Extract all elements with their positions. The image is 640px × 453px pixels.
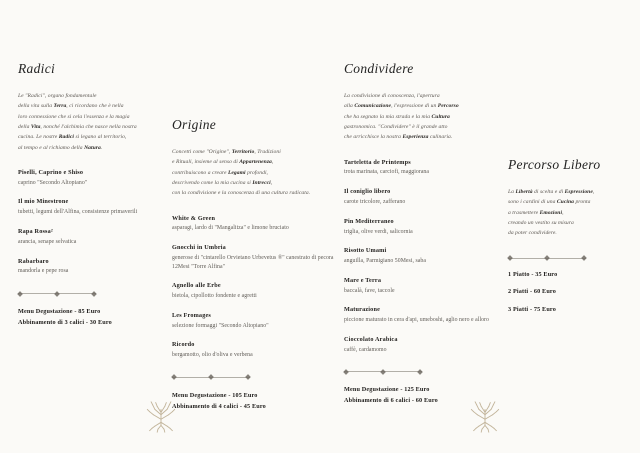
price-line: Abbinamento di 3 calici - 30 Euro — [18, 318, 112, 326]
dish-item — [344, 336, 504, 355]
dish-item — [344, 277, 504, 296]
dish-description: piccione maturato in cera d'api, umeboshi, aglio nero e alloro — [344, 317, 489, 324]
dish-name: Ricordo — [172, 341, 195, 349]
price-line: 1 Piatto - 35 Euro — [508, 270, 558, 278]
dish-name: Maturazione — [344, 306, 381, 314]
dish-description: caprino "Secondo Altopiano" — [18, 179, 88, 186]
dish-item — [18, 169, 168, 188]
dish-name: Les Fromages — [172, 311, 211, 319]
dish-list-radici — [18, 169, 168, 276]
price-block-percorso-libero — [508, 272, 632, 314]
divider-node-right — [581, 255, 587, 261]
tree-roots-emblem-right — [466, 398, 504, 436]
section-intro-percorso-libero: La Libertà di scelta e di Espressione, sono i cardini di una Cucina pronta a trasmettere Emozioni, creando un vestito su misura da poter condividere. — [508, 188, 595, 237]
price-line: Menu Degustazione - 105 Euro — [172, 391, 258, 399]
divider-node-left — [507, 255, 513, 261]
dish-item — [172, 244, 340, 271]
dish-item — [18, 258, 168, 277]
dish-name: Cioccolato Arabica — [344, 335, 398, 343]
divider-node-center — [544, 255, 550, 261]
price-block-radici — [18, 307, 168, 329]
dish-name: Tarteletta de Printemps — [344, 158, 411, 166]
dish-description: carote tricolore, zafferano — [344, 198, 406, 205]
dish-description: caffè, cardamomo — [344, 346, 387, 353]
divider-node-center — [380, 369, 386, 375]
ornament-divider — [344, 368, 422, 375]
dish-description: mandorla e pepe rosa — [18, 268, 69, 275]
dish-item — [344, 159, 504, 178]
ornament-divider — [18, 290, 96, 297]
section-condividere — [344, 62, 504, 407]
dish-name: Mare e Terra — [344, 276, 382, 284]
section-intro-radici: Le "Radici", organo fondamentale della vita sulla Terra, ci ricordano che è nella loro connessione che si cela l'essenza e la magia della Vita, nonché l'alchimia che nasce nella nostra cucina. Le nostre Radici si legano al territorio, al tempo e al richiamo della Natura. — [18, 92, 137, 151]
dish-description: bietola, cipollotto fondente e agretti — [172, 293, 257, 300]
dish-item — [344, 188, 504, 207]
dish-item — [344, 247, 504, 266]
dish-list-condividere — [344, 159, 504, 355]
dish-item — [172, 312, 340, 331]
divider-node-center — [54, 291, 60, 297]
dish-name: Piselli, Caprino e Shiso — [18, 168, 84, 176]
dish-description: bergamotto, olio d'oliva e verbena — [172, 352, 253, 359]
dish-name: Risotto Umami — [344, 247, 387, 255]
ornament-divider — [508, 255, 586, 262]
tree-roots-emblem-left — [142, 398, 180, 436]
price-line: 3 Piatti - 75 Euro — [508, 306, 556, 314]
dish-description: generose di "cintarello Orvietano Urbevetus ®" canestrato di pecora 12Mesi "Torre Alfina" — [172, 254, 334, 270]
section-title-percorso-libero: Percorso Libero — [508, 157, 601, 172]
dish-description: triglia, olive verdi, salicornia — [344, 228, 413, 235]
divider-node-center — [208, 375, 214, 381]
dish-name: Pin Mediterraneo — [344, 217, 394, 225]
dish-name: Rapa Rossa² — [18, 228, 53, 235]
dish-description: asparagi, lardo di "Mangalitza" e limone bruciato — [172, 225, 289, 232]
dish-description: selezione formaggi "Secondo Altopiano" — [172, 322, 269, 329]
dish-description: arancia, senape selvatica — [18, 238, 77, 245]
price-line: Abbinamento di 4 calici - 45 Euro — [172, 402, 266, 410]
dish-description: baccalà, fave, taccole — [344, 287, 395, 294]
dish-list-origine — [172, 215, 340, 360]
dish-name: White & Green — [172, 214, 216, 222]
dish-item — [172, 282, 340, 301]
section-origine — [172, 118, 340, 413]
section-intro-origine: Concetti come "Origine", Territorio, Tradizioni e Rituali, insieme al senso di Appartenenza, contribuiscono a creare Legami profondi, descrivendo come la mia cucina si Intrecci, con la condivisione e la conoscenza di una cultura radicata. — [172, 148, 311, 197]
dish-item — [18, 198, 168, 217]
divider-node-right — [417, 369, 423, 375]
price-block-origine — [172, 391, 340, 413]
dish-name: Gnocchi in Umbria — [172, 244, 226, 252]
dish-description: anguilla, Parmigiano 50Mesi, saba — [344, 258, 426, 265]
dish-item — [172, 341, 340, 360]
price-line: Menu Degustazione - 125 Euro — [344, 386, 430, 394]
dish-name: Rabarbaro — [18, 257, 49, 265]
divider-node-left — [171, 375, 177, 381]
divider-node-left — [343, 369, 349, 375]
price-line: Abbinamento di 6 calici - 60 Euro — [344, 397, 438, 405]
dish-name: Il mio Minestrone — [18, 198, 69, 206]
divider-node-right — [91, 291, 97, 297]
divider-node-right — [245, 375, 251, 381]
section-percorso-libero — [508, 158, 632, 325]
section-title-origine: Origine — [172, 117, 217, 132]
dish-name: Agnello alle Erbe — [172, 282, 221, 290]
dish-item — [172, 215, 340, 234]
section-radici — [18, 62, 168, 329]
section-title-radici: Radici — [18, 61, 56, 76]
price-line: Menu Degustazione - 85 Euro — [18, 308, 101, 316]
dish-item — [344, 306, 504, 325]
dish-item — [344, 218, 504, 237]
price-line: 2 Piatti - 60 Euro — [508, 288, 556, 296]
dish-description: tubetti, legumi dell'Alfina, consistenze primaverili — [18, 209, 138, 216]
ornament-divider — [172, 374, 250, 381]
section-title-condividere: Condividere — [344, 61, 414, 76]
dish-description: trota marinata, carciofi, maggiorana — [344, 169, 430, 176]
dish-name: Il coniglio libero — [344, 188, 391, 196]
divider-node-left — [17, 291, 23, 297]
dish-item — [18, 228, 168, 247]
section-intro-condividere: La condivisione di conoscenza, l'apertura alla Comunicazione, l'espressione di un Percorso che ha segnato la mia strada e la mia Cultura gastronomica. "Condividere" è il grande atto che arricchisce la nostra Esperienza culinaria. — [344, 92, 459, 141]
